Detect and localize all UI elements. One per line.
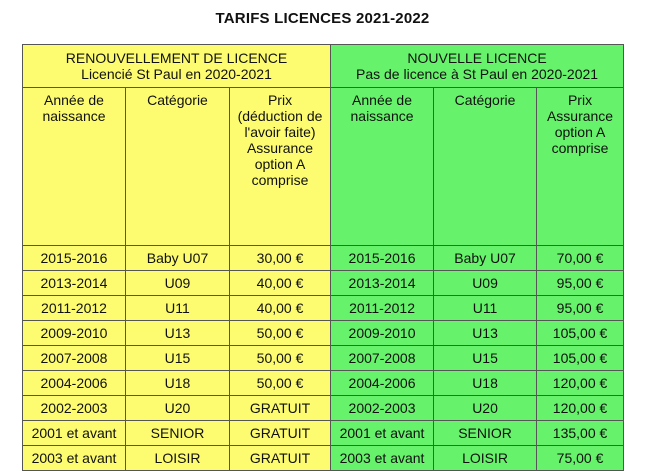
annee-cell: 2011-2012 [331,296,434,321]
col-annee-line: naissance [350,108,414,124]
prix-nouvelle-cell: 105,00 € [537,346,624,371]
categorie-cell: U15 [126,346,230,371]
col-categorie-nouvelle: Catégorie [434,88,537,246]
annee-cell: 2001 et avant [23,421,126,446]
table-row [23,421,624,446]
renouvellement-header [23,45,331,88]
col-prix-line: Prix [567,92,593,108]
categorie-cell: U20 [126,396,230,421]
prix-renouvellement-cell: 30,00 € [230,246,331,271]
col-annee-line: Année de [44,92,104,108]
categorie-cell: SENIOR [434,421,537,446]
table-row [23,321,624,346]
categorie-cell: U13 [434,321,537,346]
prix-renouvellement-cell: 50,00 € [230,371,331,396]
col-annee-line: naissance [42,108,106,124]
col-prix-line: comprise [551,140,609,156]
col-prix-line: comprise [251,172,309,188]
categorie-cell: Baby U07 [126,246,230,271]
table-row [23,346,624,371]
col-prix-renouvellement [230,88,331,246]
col-prix-line: l'avoir faite) [244,124,316,140]
annee-cell: 2015-2016 [23,246,126,271]
prix-renouvellement-cell: GRATUIT [230,396,331,421]
col-annee-nouvelle [331,88,434,246]
prix-nouvelle-cell: 120,00 € [537,396,624,421]
prix-nouvelle-cell: 70,00 € [537,246,624,271]
page-title: TARIFS LICENCES 2021-2022 [215,10,430,27]
annee-cell: 2013-2014 [331,271,434,296]
prix-nouvelle-cell: 135,00 € [537,421,624,446]
col-categorie-renouvellement: Catégorie [126,88,230,246]
section-header-row [23,45,624,88]
prix-renouvellement-cell: 40,00 € [230,296,331,321]
categorie-cell: Baby U07 [434,246,537,271]
categorie-cell: U18 [434,371,537,396]
column-header-row [23,88,624,246]
prix-renouvellement-cell: 50,00 € [230,321,331,346]
categorie-cell: LOISIR [126,446,230,471]
annee-cell: 2009-2010 [331,321,434,346]
nouvelle-heading: NOUVELLE LICENCE [407,50,547,66]
tarifs-table [22,44,624,471]
categorie-cell: U11 [434,296,537,321]
prix-renouvellement-cell: GRATUIT [230,446,331,471]
nouvelle-header [331,45,624,88]
prix-nouvelle-cell: 105,00 € [537,321,624,346]
nouvelle-subheading: Pas de licence à St Paul en 2020-2021 [356,66,599,82]
col-annee-line: Année de [352,92,412,108]
categorie-cell: U09 [126,271,230,296]
annee-cell: 2011-2012 [23,296,126,321]
col-prix-line: Assurance [246,140,314,156]
categorie-cell: U09 [434,271,537,296]
annee-cell: 2002-2003 [331,396,434,421]
categorie-cell: U11 [126,296,230,321]
col-prix-line: option A [554,124,606,140]
annee-cell: 2007-2008 [331,346,434,371]
renouvellement-heading: RENOUVELLEMENT DE LICENCE [65,50,288,66]
annee-cell: 2003 et avant [23,446,126,471]
annee-cell: 2007-2008 [23,346,126,371]
annee-cell: 2015-2016 [331,246,434,271]
annee-cell: 2004-2006 [23,371,126,396]
col-prix-line: (déduction de [237,108,323,124]
table-row [23,271,624,296]
prix-nouvelle-cell: 95,00 € [537,296,624,321]
table-row [23,296,624,321]
prix-renouvellement-cell: 50,00 € [230,346,331,371]
col-prix-line: option A [254,156,306,172]
annee-cell: 2001 et avant [331,421,434,446]
prix-renouvellement-cell: GRATUIT [230,421,331,446]
categorie-cell: U20 [434,396,537,421]
categorie-cell: LOISIR [434,446,537,471]
annee-cell: 2013-2014 [23,271,126,296]
col-prix-line: Prix [267,92,293,108]
prix-nouvelle-cell: 75,00 € [537,446,624,471]
table-row [23,396,624,421]
categorie-cell: SENIOR [126,421,230,446]
annee-cell: 2004-2006 [331,371,434,396]
prix-renouvellement-cell: 40,00 € [230,271,331,296]
annee-cell: 2002-2003 [23,396,126,421]
categorie-cell: U15 [434,346,537,371]
table-row [23,446,624,471]
col-prix-line: Assurance [546,108,614,124]
categorie-cell: U18 [126,371,230,396]
renouvellement-subheading: Licencié St Paul en 2020-2021 [81,66,272,82]
prix-nouvelle-cell: 95,00 € [537,271,624,296]
annee-cell: 2003 et avant [331,446,434,471]
col-prix-nouvelle [537,88,624,246]
table-row [23,246,624,271]
categorie-cell: U13 [126,321,230,346]
prix-nouvelle-cell: 120,00 € [537,371,624,396]
table-row [23,371,624,396]
col-annee-renouvellement [23,88,126,246]
annee-cell: 2009-2010 [23,321,126,346]
